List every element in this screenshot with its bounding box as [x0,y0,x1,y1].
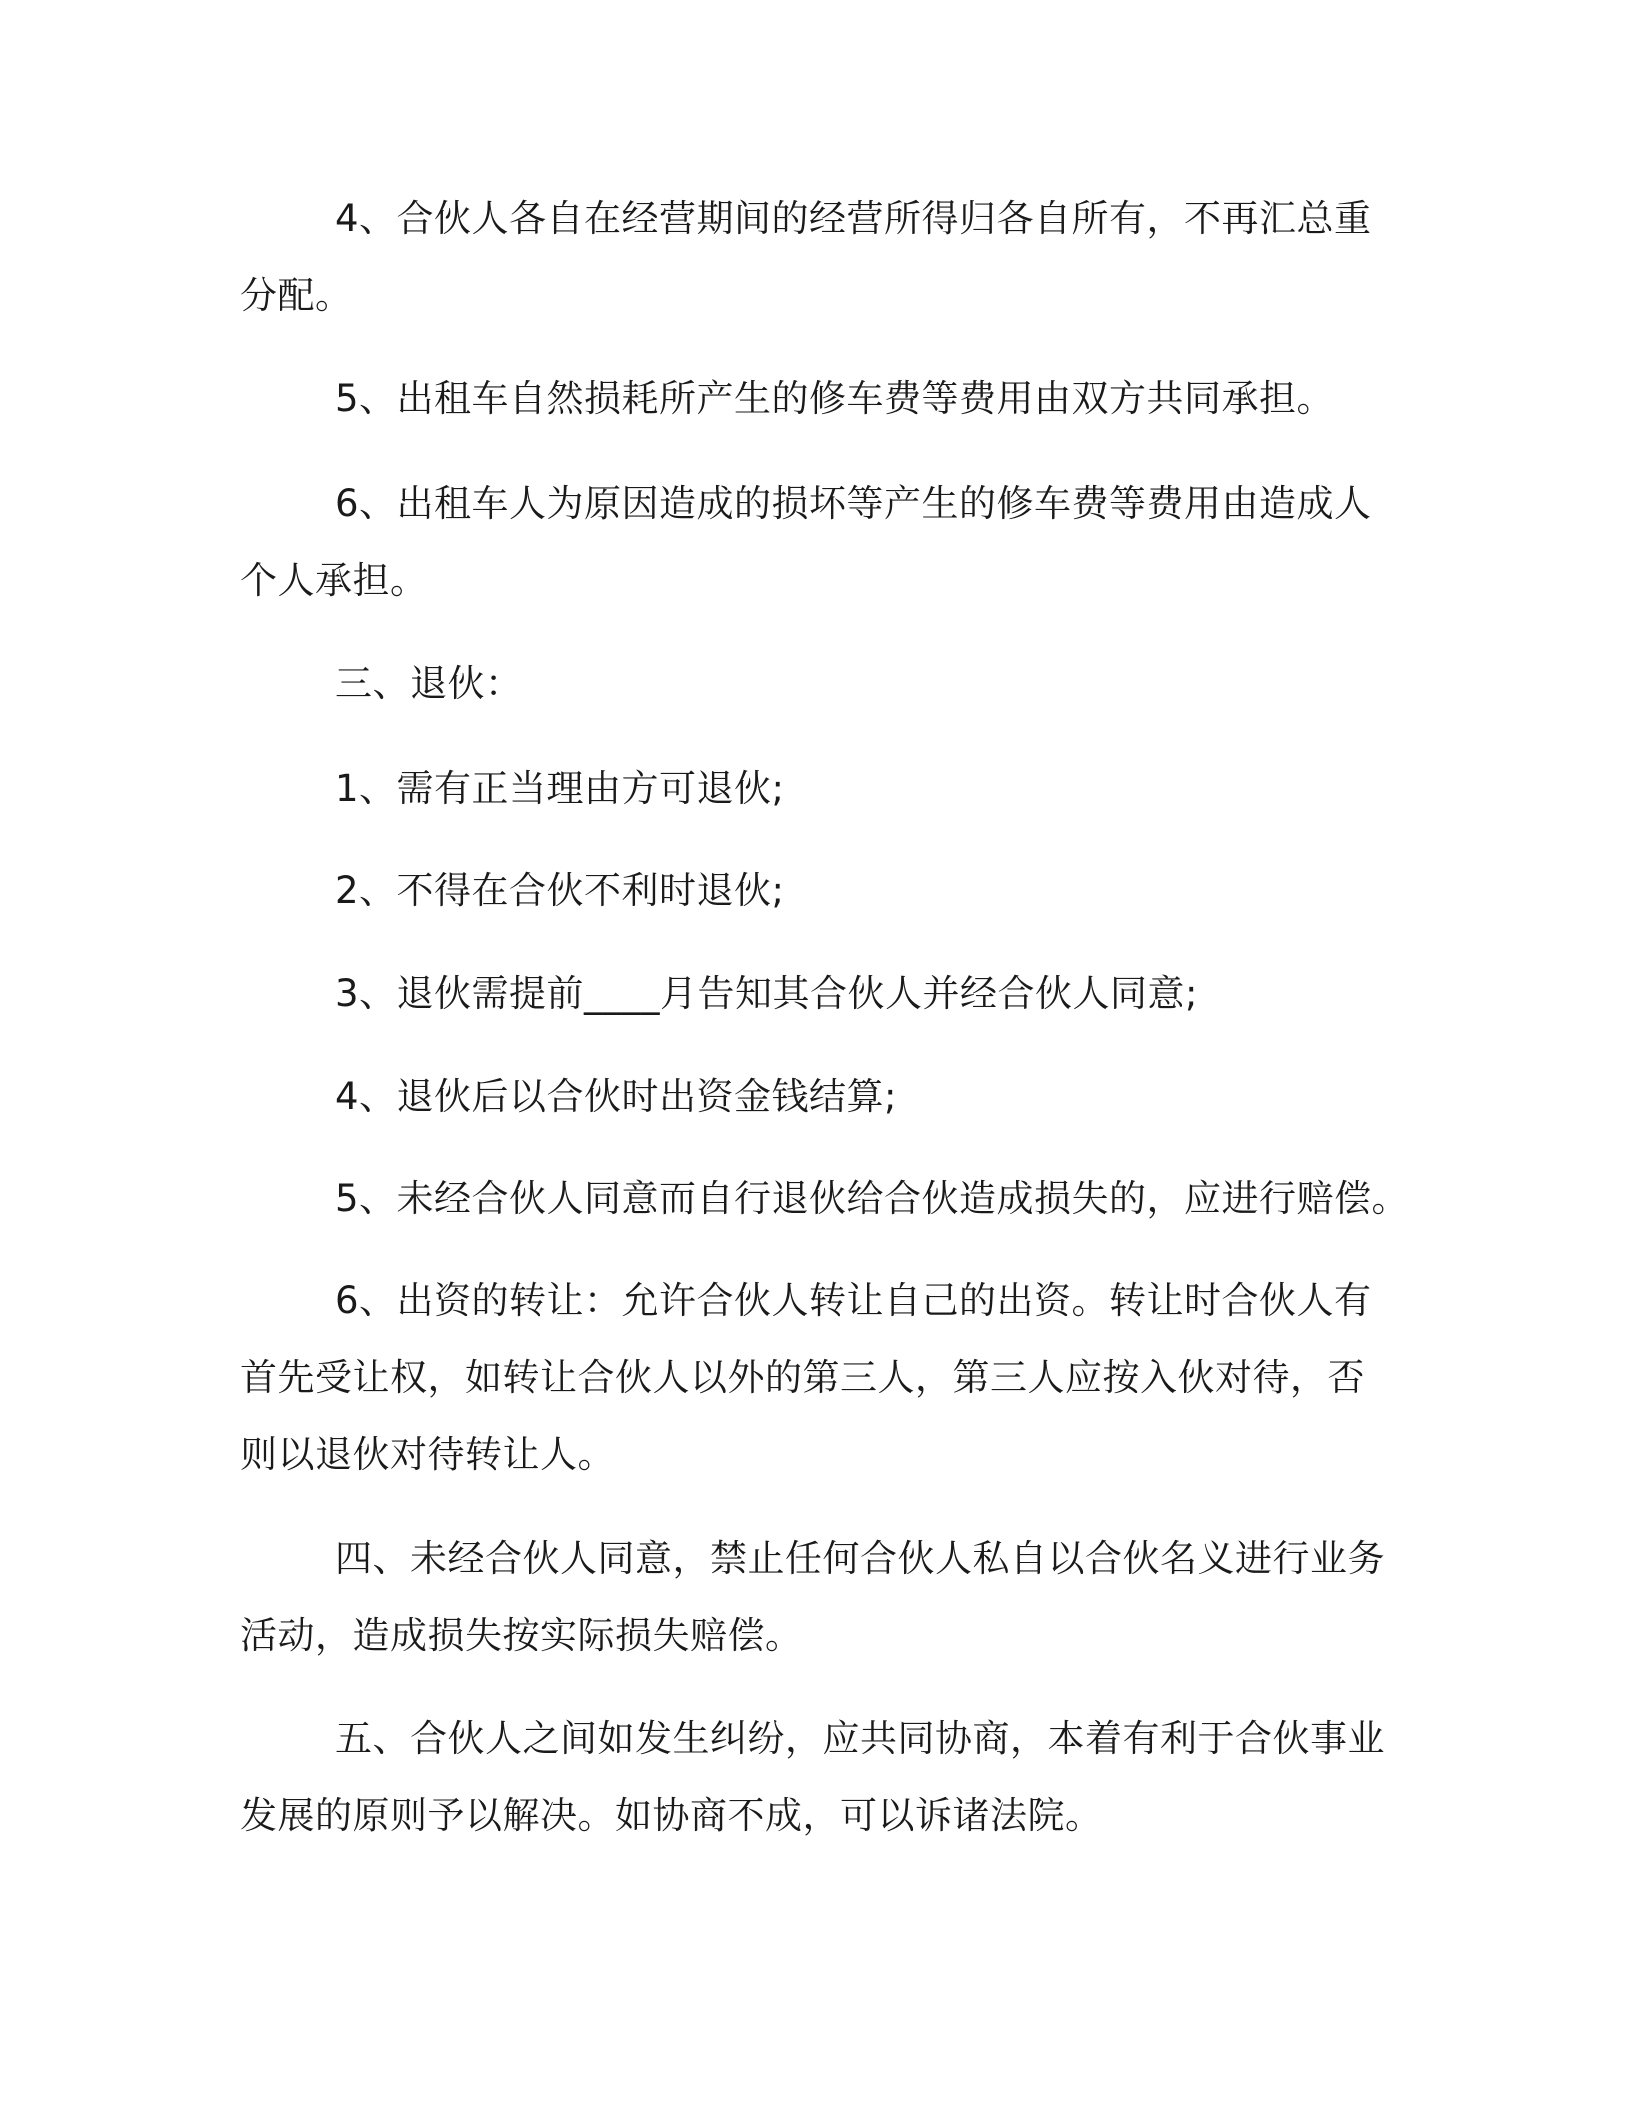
paragraph-section-5: 五、合伙人之间如发生纠纷，应共同协商，本着有利于合伙事业发展的原则予以解决。如协商不成，可以诉诸法院。 [240,1717,1385,1837]
paragraph-withdrawal-5: 5、未经合伙人同意而自行退伙给合伙造成损失的，应进行赔偿。 [335,1177,1410,1220]
paragraph-clause-6: 6、出租车人为原因造成的损坏等产生的修车费等费用由造成人个人承担。 [240,482,1372,602]
paragraph-withdrawal-4: 4、退伙后以合伙时出资金钱结算; [335,1075,898,1118]
paragraph-clause-5: 5、出租车自然损耗所产生的修车费等费用由双方共同承担。 [335,377,1335,420]
paragraph-withdrawal-3: 3、退伙需提前____月告知其合伙人并经合伙人同意; [335,972,1199,1015]
section-heading-withdrawal: 三、退伙： [335,662,523,705]
paragraph-withdrawal-1: 1、需有正当理由方可退伙; [335,767,785,810]
paragraph-section-4: 四、未经合伙人同意，禁止任何合伙人私自以合伙名义进行业务活动，造成损失按实际损失赔偿。 [240,1537,1385,1657]
paragraph-clause-4: 4、合伙人各自在经营期间的经营所得归各自所有，不再汇总重分配。 [240,197,1372,317]
paragraph-withdrawal-2: 2、不得在合伙不利时退伙; [335,869,785,912]
paragraph-withdrawal-6: 6、出资的转让：允许合伙人转让自己的出资。转让时合伙人有首先受让权，如转让合伙人以外的第三人，第三人应按入伙对待，否则以退伙对待转让人。 [240,1279,1372,1476]
